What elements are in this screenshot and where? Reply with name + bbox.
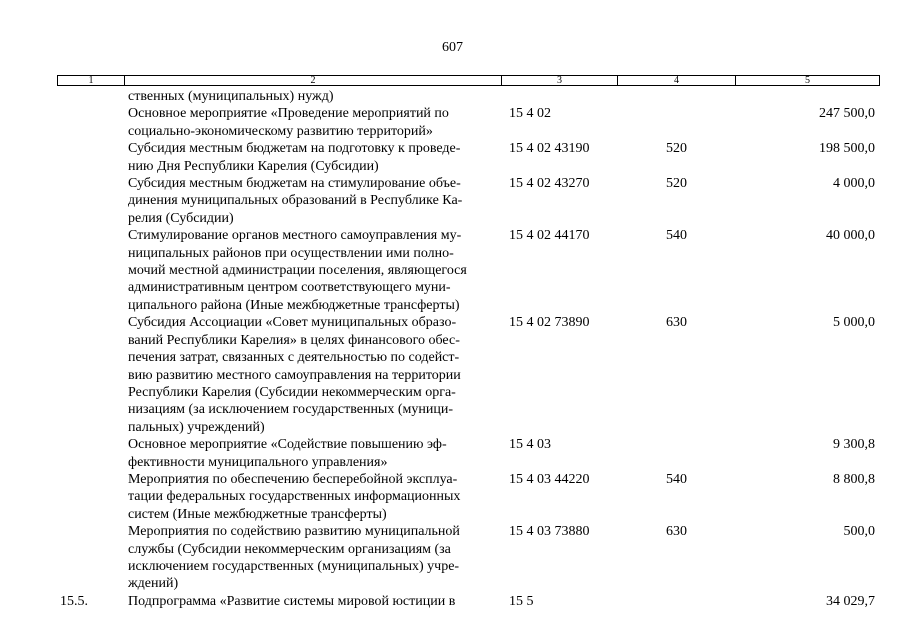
target-article-code: 15 4 02 43190 xyxy=(509,141,590,157)
expense-type-code: 520 xyxy=(666,141,687,157)
table-row xyxy=(0,436,905,471)
amount: 9 300,8 xyxy=(833,437,875,453)
table-row xyxy=(0,88,905,105)
target-article-code: 15 4 03 44220 xyxy=(509,471,590,487)
description-line: тации федеральных государственных информационных xyxy=(128,489,461,505)
expense-type-code: 520 xyxy=(666,176,687,192)
description-line: ниципальных районов при осуществлении ими полно- xyxy=(128,245,454,261)
description-line: социально-экономическому развитию территорий» xyxy=(128,123,433,139)
target-article-code: 15 4 02 73890 xyxy=(509,315,590,331)
row-description xyxy=(128,523,498,593)
column-header-row xyxy=(57,75,880,86)
target-article-code: 15 4 02 xyxy=(509,106,551,122)
amount: 8 800,8 xyxy=(833,471,875,487)
column-header-3: 3 xyxy=(502,76,618,85)
expense-type-code: 630 xyxy=(666,315,687,331)
description-line: административным центром соответствующего муни- xyxy=(128,280,451,296)
row-number: 15.5. xyxy=(60,593,88,609)
column-header-5: 5 xyxy=(805,75,810,86)
row-description xyxy=(128,88,498,105)
description-line: ципального района (Иные межбюджетные трансферты) xyxy=(128,297,460,313)
description-line: ждений) xyxy=(128,576,179,592)
table-row xyxy=(0,523,905,593)
amount: 247 500,0 xyxy=(819,106,875,122)
description-line: ственных (муниципальных) нужд) xyxy=(128,89,334,104)
amount: 198 500,0 xyxy=(819,141,875,157)
expense-type-code: 540 xyxy=(666,228,687,244)
description-line: нию Дня Республики Карелия (Субсидии) xyxy=(128,158,379,174)
description-line: Мероприятия по обеспечению бесперебойной эксплуа- xyxy=(128,471,458,487)
table-row xyxy=(0,314,905,436)
description-line: фективности муниципального управления» xyxy=(128,454,388,470)
budget-table-body xyxy=(0,88,905,610)
target-article-code: 15 4 02 44170 xyxy=(509,228,590,244)
table-row xyxy=(0,140,905,175)
row-description xyxy=(128,175,498,227)
description-line: Мероприятия по содействию развитию муниципальной xyxy=(128,524,460,540)
description-line: исключением государственных (муниципальных) учре- xyxy=(128,558,460,574)
row-description xyxy=(128,593,498,610)
description-line: Субсидия местным бюджетам на стимулирование объе- xyxy=(128,176,461,192)
description-line: Подпрограмма «Развитие системы мировой юстиции в xyxy=(128,593,456,609)
row-description xyxy=(128,471,498,523)
target-article-code: 15 4 03 xyxy=(509,437,551,453)
expense-type-code: 540 xyxy=(666,471,687,487)
description-line: низациям (за исключением государственных (муници- xyxy=(128,402,453,418)
description-line: Основное мероприятие «Проведение мероприятий по xyxy=(128,106,449,122)
description-line: Республики Карелия (Субсидии некоммерческим орга- xyxy=(128,384,456,400)
table-row xyxy=(0,227,905,314)
description-line: Субсидия Ассоциации «Совет муниципальных образо- xyxy=(128,315,457,331)
amount: 34 029,7 xyxy=(826,593,875,609)
description-line: систем (Иные межбюджетные трансферты) xyxy=(128,506,387,522)
description-line: релия (Субсидии) xyxy=(128,210,234,226)
amount: 40 000,0 xyxy=(826,228,875,244)
description-line: пальных) учреждений) xyxy=(128,419,265,435)
amount: 500,0 xyxy=(843,524,875,540)
amount: 4 000,0 xyxy=(833,176,875,192)
column-header-2: 2 xyxy=(125,76,502,85)
table-row xyxy=(0,175,905,227)
description-line: мочий местной администрации поселения, являющегося xyxy=(128,263,467,279)
column-header-1: 1 xyxy=(58,76,125,85)
row-description xyxy=(128,105,498,140)
target-article-code: 15 5 xyxy=(509,593,534,609)
description-line: Стимулирование органов местного самоуправления му- xyxy=(128,228,462,244)
row-description xyxy=(128,314,498,436)
description-line: печения затрат, связанных с деятельностью по содейст- xyxy=(128,350,460,366)
description-line: вию развитию местного самоуправления на территории xyxy=(128,367,461,383)
row-description xyxy=(128,227,498,314)
column-header-4: 4 xyxy=(618,76,736,85)
row-description xyxy=(128,140,498,175)
description-line: Основное мероприятие «Содействие повышению эф- xyxy=(128,437,447,453)
amount: 5 000,0 xyxy=(833,315,875,331)
description-line: ваний Республики Карелия» в целях финансового обес- xyxy=(128,332,460,348)
description-line: Субсидия местным бюджетам на подготовку к проведе- xyxy=(128,141,461,157)
target-article-code: 15 4 02 43270 xyxy=(509,176,590,192)
target-article-code: 15 4 03 73880 xyxy=(509,524,590,540)
table-row xyxy=(0,105,905,140)
description-line: службы (Субсидии некоммерческим организациям (за xyxy=(128,541,451,557)
description-line: динения муниципальных образований в Республике Ка- xyxy=(128,193,463,209)
page-number: 607 xyxy=(442,40,463,55)
table-row xyxy=(0,471,905,523)
row-description xyxy=(128,436,498,471)
expense-type-code: 630 xyxy=(666,524,687,540)
table-row xyxy=(0,593,905,610)
